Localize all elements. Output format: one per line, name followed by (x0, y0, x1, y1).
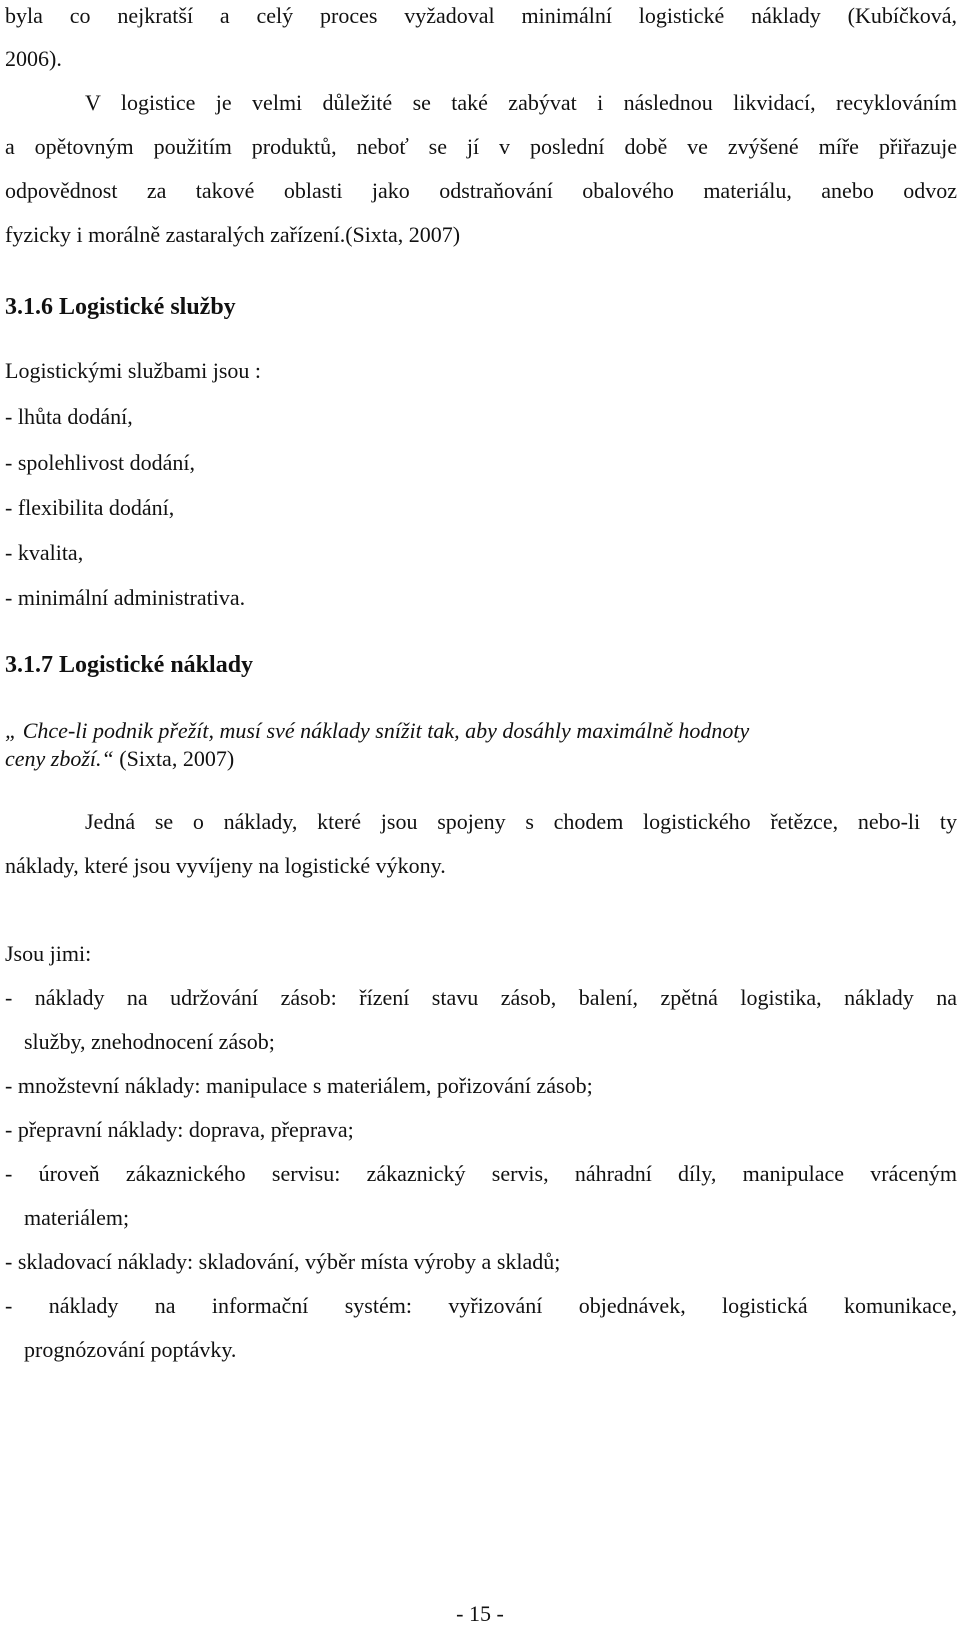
list-intro: Jsou jimi: (5, 941, 92, 966)
list-item-continuation: služby, znehodnocení zásob; (24, 1029, 275, 1054)
quote-text: ceny zboží.“ (5, 746, 114, 771)
list-item: - náklady na informační systém: vyřizování objednávek, logistická komunikace, (5, 1293, 957, 1318)
list-item: - náklady na udržování zásob: řízení stavu zásob, balení, zpětná logistika, náklady na (5, 985, 957, 1010)
paragraph-line: náklady, které jsou vyvíjeny na logistické výkony. (5, 853, 446, 878)
list-item: - kvalita, (5, 540, 84, 565)
section-heading: 3.1.7 Logistické náklady (5, 652, 254, 678)
paragraph-line: a opětovným použitím produktů, neboť se jí v poslední době ve zvýšené míře přiřazuje (5, 134, 957, 159)
page-number: - 15 - (456, 1601, 504, 1626)
list-item-continuation: prognózování poptávky. (24, 1337, 237, 1362)
quote-line-2 (5, 745, 957, 773)
quote-line: „ Chce-li podnik přežít, musí své náklady snížit tak, aby dosáhly maximálně hodnoty (5, 718, 750, 743)
list-item: - lhůta dodání, (5, 404, 133, 429)
paragraph-line: byla co nejkratší a celý proces vyžadoval minimální logistické náklady (Kubíčková, (5, 3, 957, 28)
list-item: - množstevní náklady: manipulace s materiálem, pořizování zásob; (5, 1073, 593, 1098)
quote-citation: (Sixta, 2007) (119, 746, 235, 771)
list-item: - minimální administrativa. (5, 585, 246, 610)
paragraph-line: V logistice je velmi důležité se také zabývat i následnou likvidací, recyklováním (85, 90, 957, 115)
list-item: - flexibilita dodání, (5, 495, 175, 520)
list-item: - spolehlivost dodání, (5, 450, 196, 475)
list-item-continuation: materiálem; (24, 1205, 130, 1230)
section-heading: 3.1.6 Logistické služby (5, 294, 236, 320)
list-intro: Logistickými službami jsou : (5, 358, 262, 383)
paragraph-line: 2006). (5, 46, 62, 71)
list-item: - úroveň zákaznického servisu: zákaznický servis, náhradní díly, manipulace vráceným (5, 1161, 957, 1186)
paragraph-line: Jedná se o náklady, které jsou spojeny s chodem logistického řetězce, nebo-li ty (85, 809, 957, 834)
paragraph-line: fyzicky i morálně zastaralých zařízení.(Sixta, 2007) (5, 222, 461, 247)
list-item: - přepravní náklady: doprava, přeprava; (5, 1117, 354, 1142)
list-item: - skladovací náklady: skladování, výběr místa výroby a skladů; (5, 1249, 561, 1274)
paragraph-line: odpovědnost za takové oblasti jako odstraňování obalového materiálu, anebo odvoz (5, 178, 957, 203)
